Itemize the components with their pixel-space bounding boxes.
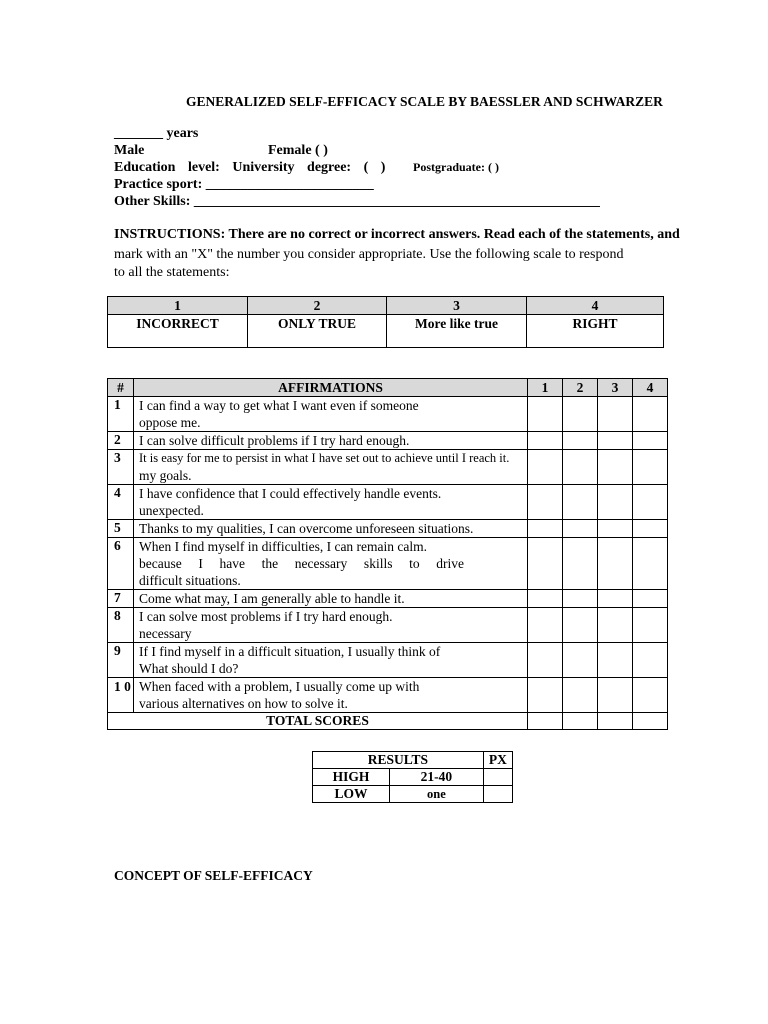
rating-cell[interactable] (598, 450, 633, 485)
rating-cell[interactable] (563, 432, 598, 450)
result-level: LOW (313, 786, 390, 803)
affirmation-line: If I find myself in a difficult situation, I usually think of (139, 644, 441, 659)
rating-cell[interactable] (563, 608, 598, 643)
page-title: GENERALIZED SELF-EFFICACY SCALE BY BAESSLER AND SCHWARZER (186, 94, 663, 109)
rating-cell[interactable] (598, 520, 633, 538)
result-level: HIGH (313, 769, 390, 786)
rating-cell[interactable] (598, 538, 633, 590)
total-score-cell[interactable] (633, 713, 668, 730)
affirmation-number: 8 (108, 608, 134, 643)
affirmation-line: I can find a way to get what I want even if someone (139, 398, 419, 413)
column-header: AFFIRMATIONS (134, 379, 528, 397)
table-row (108, 520, 668, 538)
result-range: one (390, 786, 484, 803)
rating-cell[interactable] (528, 678, 563, 713)
px-cell[interactable] (483, 769, 512, 786)
affirmation-text (134, 538, 528, 590)
affirmation-line: It is easy for me to persist in what I have set out to achieve until I reach it. (139, 451, 510, 465)
affirmation-text (134, 643, 528, 678)
rating-cell[interactable] (563, 538, 598, 590)
rating-cell[interactable] (633, 678, 668, 713)
rating-cell[interactable] (633, 590, 668, 608)
affirmation-line: When faced with a problem, I usually come up with (139, 679, 420, 694)
affirmation-number: 2 (108, 432, 134, 450)
female-option[interactable]: Female ( ) (268, 143, 328, 158)
scale-label: More like true (387, 315, 527, 348)
table-row (108, 485, 668, 520)
affirmation-text (134, 432, 528, 450)
column-header: 3 (598, 379, 633, 397)
affirmation-line: oppose me. (139, 415, 201, 430)
affirmation-line: difficult situations. (139, 573, 241, 588)
affirmation-line: unexpected. (139, 503, 204, 518)
table-row (108, 590, 668, 608)
rating-cell[interactable] (528, 538, 563, 590)
affirmation-text (134, 450, 528, 485)
table-row (108, 397, 668, 432)
affirmation-number: 4 (108, 485, 134, 520)
education-field[interactable]: Education level: University degree: ( ) (114, 160, 386, 175)
rating-cell[interactable] (563, 450, 598, 485)
affirmation-text (134, 397, 528, 432)
results-header: RESULTS (313, 752, 484, 769)
rating-cell[interactable] (563, 590, 598, 608)
table-row (108, 450, 668, 485)
affirmation-line: various alternatives on how to solve it. (139, 696, 348, 711)
rating-cell[interactable] (563, 678, 598, 713)
rating-cell[interactable] (528, 432, 563, 450)
rating-cell[interactable] (528, 485, 563, 520)
table-row (108, 538, 668, 590)
instructions-line-3: to all the statements: (114, 265, 230, 280)
column-header: 4 (633, 379, 668, 397)
rating-cell[interactable] (528, 608, 563, 643)
rating-cell[interactable] (633, 538, 668, 590)
total-scores-label: TOTAL SCORES (108, 713, 528, 730)
table-row (108, 432, 668, 450)
rating-cell[interactable] (633, 485, 668, 520)
rating-cell[interactable] (633, 397, 668, 432)
rating-cell[interactable] (598, 432, 633, 450)
rating-cell[interactable] (563, 485, 598, 520)
scale-header: 2 (248, 297, 387, 315)
px-cell[interactable] (483, 786, 512, 803)
practice-sport-field[interactable]: Practice sport: ________________________ (114, 177, 374, 192)
affirmation-number: 3 (108, 450, 134, 485)
table-row (108, 678, 668, 713)
scale-header: 4 (527, 297, 664, 315)
affirmation-line: Come what may, I am generally able to handle it. (139, 591, 405, 606)
scale-label: RIGHT (527, 315, 664, 348)
affirmation-text (134, 520, 528, 538)
affirmation-line: because I have the necessary skills to drive (139, 556, 464, 571)
affirmation-line: I can solve difficult problems if I try hard enough. (139, 433, 410, 448)
rating-cell[interactable] (598, 485, 633, 520)
age-field[interactable]: _______ years (114, 126, 199, 141)
result-range: 21-40 (390, 769, 484, 786)
rating-cell[interactable] (633, 520, 668, 538)
total-score-cell[interactable] (598, 713, 633, 730)
results-table (312, 751, 513, 803)
rating-cell[interactable] (633, 608, 668, 643)
affirmation-text (134, 485, 528, 520)
affirmation-line: Thanks to my qualities, I can overcome unforeseen situations. (139, 521, 474, 536)
affirmation-number: 1 0 (108, 678, 134, 713)
affirmation-line: I have confidence that I could effectively handle events. (139, 486, 442, 501)
affirmation-line: my goals. (139, 468, 192, 483)
column-header: 1 (528, 379, 563, 397)
px-header: PX (483, 752, 512, 769)
rating-cell[interactable] (598, 608, 633, 643)
affirmation-line: necessary (139, 626, 192, 641)
affirmation-number: 5 (108, 520, 134, 538)
rating-cell[interactable] (633, 450, 668, 485)
affirmation-text (134, 608, 528, 643)
affirmation-text (134, 590, 528, 608)
table-row (108, 608, 668, 643)
affirmation-line: When I find myself in difficulties, I can remain calm. (139, 539, 428, 554)
concept-heading: CONCEPT OF SELF-EFFICACY (114, 868, 313, 883)
rating-cell[interactable] (563, 643, 598, 678)
rating-cell[interactable] (528, 590, 563, 608)
scale-header: 1 (108, 297, 248, 315)
scale-label: INCORRECT (108, 315, 248, 348)
postgraduate-option[interactable]: Postgraduate: ( ) (413, 160, 499, 174)
rating-cell[interactable] (633, 643, 668, 678)
total-score-cell[interactable] (528, 713, 563, 730)
total-score-cell[interactable] (563, 713, 598, 730)
rating-cell[interactable] (633, 432, 668, 450)
rating-cell[interactable] (598, 590, 633, 608)
rating-cell[interactable] (528, 643, 563, 678)
table-row (108, 643, 668, 678)
affirmation-number: 7 (108, 590, 134, 608)
column-header: # (108, 379, 134, 397)
rating-cell[interactable] (563, 397, 598, 432)
rating-cell[interactable] (598, 397, 633, 432)
scale-header: 3 (387, 297, 527, 315)
rating-cell[interactable] (598, 643, 633, 678)
instructions-line-1: INSTRUCTIONS: There are no correct or incorrect answers. Read each of the statements, and (114, 227, 680, 242)
affirmation-number: 6 (108, 538, 134, 590)
rating-cell[interactable] (563, 520, 598, 538)
affirmation-line: I can solve most problems if I try hard enough. (139, 609, 393, 624)
column-header: 2 (563, 379, 598, 397)
affirmations-table (107, 378, 668, 730)
response-scale-table (107, 296, 664, 348)
affirmation-number: 1 (108, 397, 134, 432)
rating-cell[interactable] (528, 397, 563, 432)
affirmation-number: 9 (108, 643, 134, 678)
rating-cell[interactable] (598, 678, 633, 713)
instructions-line-2: mark with an "X" the number you consider appropriate. Use the following scale to respond (114, 247, 624, 262)
other-skills-field[interactable]: Other Skills: __________________________________________________________ (114, 194, 600, 209)
affirmation-line: What should I do? (139, 661, 239, 676)
male-option[interactable]: Male (114, 143, 145, 158)
affirmation-text (134, 678, 528, 713)
rating-cell[interactable] (528, 520, 563, 538)
rating-cell[interactable] (528, 450, 563, 485)
scale-label: ONLY TRUE (248, 315, 387, 348)
